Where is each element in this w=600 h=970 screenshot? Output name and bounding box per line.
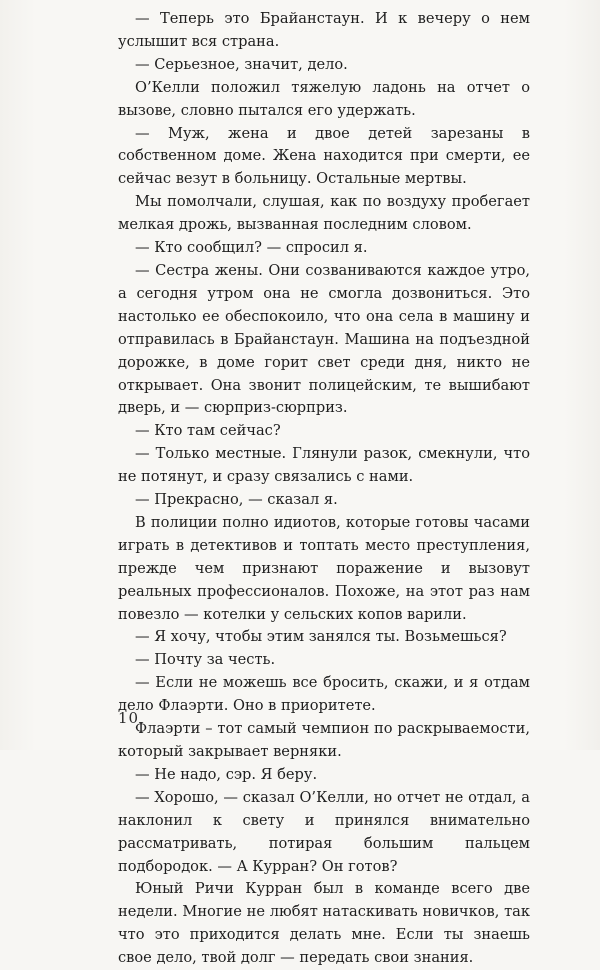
paragraph: — Кто сообщил? — спросил я. — [135, 239, 368, 257]
paragraph: — Муж, жена и двое детей зарезаны в собственном доме. Жена находится при смерти, ее сейчас везут в больницу. Остальные мертвы. — [118, 124, 530, 188]
body-text — [118, 8, 530, 970]
paragraph: В полиции полно идиотов, которые готовы часами играть в детективов и топтать место преступления, прежде чем признают поражение и вызовут реальных профессионалов. Похоже, на этот раз нам повезло — котелки у сельских копов варили. — [118, 513, 530, 623]
paragraph: — Только местные. Глянули разок, смекнули, что не потянут, и сразу связались с нами. — [118, 445, 530, 486]
paragraph: О’Келли положил тяжелую ладонь на отчет о вызове, словно пытался его удержать. — [118, 78, 530, 119]
paragraph: — Если не можешь все бросить, скажи, и я отдам дело Флаэрти. Оно в приоритете. — [118, 674, 530, 715]
paragraph: — Не надо, сэр. Я беру. — [135, 765, 318, 783]
paragraph: — Хорошо, — сказал О’Келли, но отчет не отдал, а наклонил к свету и принялся внимательно рассматривать, потирая большим пальцем подбородок. — А Курран? Он готов? — [118, 788, 530, 875]
paragraph: — Сестра жены. Они созваниваются каждое утро, а сегодня утром она не смогла дозвониться. Это настолько ее обеспокоило, что она села в машину и отправилась в Брайанстаун. Машина на подъездной дорожке, в доме горит свет среди дня, никто не открывает. Она звонит полицейским, те вышибают дверь, и — сюрприз-сюрприз. — [118, 261, 530, 417]
paragraph: Юный Ричи Курран был в команде всего две недели. Многие не любят натаскивать новичков, так что это приходится делать мне. Если ты знаешь свое дело, твой долг — передать свои знания. — [118, 880, 530, 967]
paragraph: — Теперь это Брайанстаун. И к вечеру о нем услышит вся страна. — [118, 10, 530, 50]
paragraph: — Прекрасно, — сказал я. — [135, 491, 338, 509]
paragraph: — Кто там сейчас? — [135, 422, 281, 440]
paragraph: — Серьезное, значит, дело. — [135, 55, 348, 73]
paragraph: — Я хочу, чтобы этим занялся ты. Возьмешься? — [135, 628, 507, 646]
page-number: 10 — [118, 709, 140, 727]
paragraph: Мы помолчали, слушая, как по воздуху пробегает мелкая дрожь, вызванная последним словом. — [118, 193, 530, 234]
paragraph: Флаэрти – тот самый чемпион по раскрываемости, который закрывает верняки. — [118, 720, 530, 760]
paragraph: — Почту за честь. — [135, 651, 276, 669]
